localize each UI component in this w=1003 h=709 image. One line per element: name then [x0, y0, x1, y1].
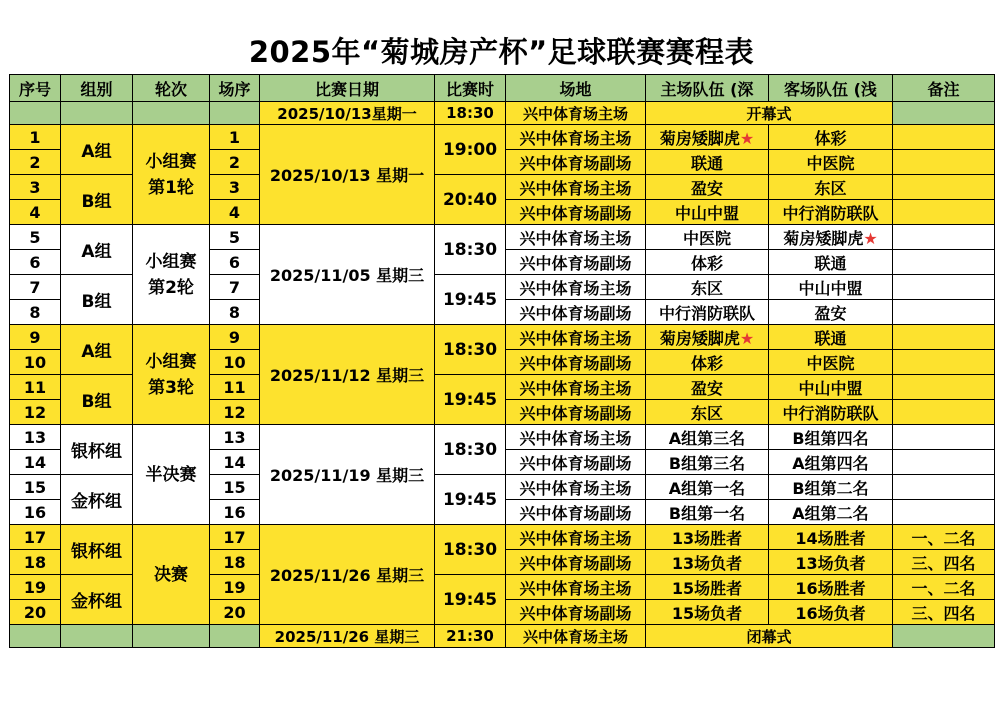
match-sequence: 1 [210, 125, 260, 150]
empty-cell [61, 625, 133, 648]
empty-cell [210, 625, 260, 648]
row-number: 7 [10, 275, 61, 300]
away-team-name: 中山中盟 [798, 278, 863, 298]
note [893, 450, 995, 475]
opening-row [10, 102, 995, 125]
home-team-name: 盈安 [690, 178, 723, 198]
away-team [769, 525, 893, 550]
row-number: 8 [10, 300, 61, 325]
away-team-name: B组第二名 [792, 478, 869, 498]
group-label: B组 [61, 375, 133, 425]
header-row [10, 75, 995, 102]
group-label: 金杯组 [61, 475, 133, 525]
group-label: B组 [61, 275, 133, 325]
venue: 兴中体育场主场 [506, 475, 646, 500]
match-sequence: 13 [210, 425, 260, 450]
venue: 兴中体育场副场 [506, 150, 646, 175]
away-team-name: 16场胜者 [795, 578, 866, 598]
match-sequence: 2 [210, 150, 260, 175]
note [893, 350, 995, 375]
note: 三、四名 [893, 600, 995, 625]
away-team [769, 200, 893, 225]
note [893, 475, 995, 500]
away-team [769, 425, 893, 450]
away-team-name: 中行消防联队 [782, 203, 879, 223]
match-sequence: 17 [210, 525, 260, 550]
note [893, 325, 995, 350]
home-team-name: 东区 [690, 403, 723, 423]
group-label: 金杯组 [61, 575, 133, 625]
group-label: A组 [61, 225, 133, 275]
home-team [646, 450, 769, 475]
match-sequence: 20 [210, 600, 260, 625]
star-icon: ★ [739, 128, 755, 148]
row-number: 11 [10, 375, 61, 400]
empty-cell [61, 102, 133, 125]
match-sequence: 5 [210, 225, 260, 250]
table-row [10, 225, 995, 250]
row-number: 12 [10, 400, 61, 425]
home-team-name: 菊房矮脚虎 [659, 128, 740, 148]
match-time: 20:40 [435, 175, 506, 225]
match-time: 19:45 [435, 475, 506, 525]
group-label: A组 [61, 325, 133, 375]
row-number: 2 [10, 150, 61, 175]
away-team [769, 225, 893, 250]
home-team-name: 盈安 [690, 378, 723, 398]
ceremony-label: 闭幕式 [646, 625, 893, 648]
match-sequence: 6 [210, 250, 260, 275]
table-row [10, 125, 995, 150]
away-team-name: 体彩 [814, 128, 847, 148]
note [893, 250, 995, 275]
home-team [646, 350, 769, 375]
note: 三、四名 [893, 550, 995, 575]
note [893, 425, 995, 450]
match-time: 18:30 [435, 325, 506, 375]
note [893, 200, 995, 225]
row-number: 4 [10, 200, 61, 225]
home-team-name: 13场负者 [671, 553, 743, 573]
away-team-name: 联通 [814, 253, 847, 273]
home-team [646, 500, 769, 525]
away-team [769, 125, 893, 150]
home-team [646, 550, 769, 575]
row-number: 15 [10, 475, 61, 500]
away-team [769, 325, 893, 350]
note [893, 225, 995, 250]
header-cell: 组别 [61, 75, 133, 102]
empty-cell [10, 625, 61, 648]
home-team [646, 150, 769, 175]
star-icon: ★ [863, 228, 878, 248]
match-date: 2025/10/13 星期一 [260, 125, 435, 225]
row-number: 1 [10, 125, 61, 150]
home-team-name: A组第一名 [668, 478, 746, 498]
note: 一、二名 [893, 525, 995, 550]
away-team-name: A组第四名 [792, 453, 869, 473]
row-number: 16 [10, 500, 61, 525]
group-label: 银杯组 [61, 425, 133, 475]
match-sequence: 9 [210, 325, 260, 350]
venue: 兴中体育场副场 [506, 450, 646, 475]
away-team [769, 500, 893, 525]
match-sequence: 7 [210, 275, 260, 300]
header-cell: 场序 [210, 75, 260, 102]
empty-cell [210, 102, 260, 125]
venue: 兴中体育场主场 [506, 225, 646, 250]
match-date: 2025/11/19 星期三 [260, 425, 435, 525]
row-number: 10 [10, 350, 61, 375]
away-team [769, 300, 893, 325]
home-team-name: 13场胜者 [671, 528, 743, 548]
empty-cell [893, 625, 995, 648]
home-team [646, 175, 769, 200]
home-team-name: 中医院 [682, 228, 731, 248]
match-date: 2025/11/26 星期三 [260, 625, 435, 648]
header-cell: 轮次 [133, 75, 210, 102]
away-team-name: A组第二名 [792, 503, 869, 523]
away-team-name: 中医院 [806, 353, 855, 373]
away-team [769, 250, 893, 275]
home-team-name: B组第一名 [668, 503, 746, 523]
home-team [646, 575, 769, 600]
away-team-name: B组第四名 [792, 428, 869, 448]
home-team-name: 联通 [690, 153, 723, 173]
home-team [646, 600, 769, 625]
home-team [646, 400, 769, 425]
away-team-name: 13场负者 [795, 553, 866, 573]
away-team-name: 盈安 [814, 303, 847, 323]
away-team-name: 14场胜者 [795, 528, 866, 548]
home-team-name: B组第三名 [668, 453, 746, 473]
away-team-name: 中行消防联队 [782, 403, 879, 423]
home-team-name: 中山中盟 [674, 203, 739, 223]
empty-cell [133, 625, 210, 648]
note [893, 375, 995, 400]
empty-cell [10, 102, 61, 125]
table-row [10, 525, 995, 550]
venue: 兴中体育场主场 [506, 425, 646, 450]
ceremony-label: 开幕式 [646, 102, 893, 125]
home-team [646, 250, 769, 275]
page-title: 2025年“菊城房产杯”足球联赛赛程表 [248, 35, 755, 69]
away-team [769, 400, 893, 425]
away-team-name: 联通 [814, 328, 847, 348]
note: 一、二名 [893, 575, 995, 600]
home-team-name: A组第三名 [668, 428, 746, 448]
venue: 兴中体育场副场 [506, 550, 646, 575]
note [893, 175, 995, 200]
row-number: 9 [10, 325, 61, 350]
row-number: 5 [10, 225, 61, 250]
venue: 兴中体育场主场 [506, 575, 646, 600]
away-team-name: 中医院 [806, 153, 855, 173]
match-time: 21:30 [435, 625, 506, 648]
venue: 兴中体育场副场 [506, 300, 646, 325]
row-number: 19 [10, 575, 61, 600]
match-time: 19:45 [435, 375, 506, 425]
match-date: 2025/11/05 星期三 [260, 225, 435, 325]
home-team-name: 菊房矮脚虎 [659, 328, 740, 348]
away-team [769, 350, 893, 375]
round-label: 小组赛 第2轮 [133, 225, 210, 325]
header-cell: 主场队伍 (深 [646, 75, 769, 102]
match-time: 18:30 [435, 225, 506, 275]
table-row [10, 325, 995, 350]
note [893, 275, 995, 300]
away-team [769, 150, 893, 175]
away-team-name: 16场负者 [795, 603, 866, 623]
note [893, 500, 995, 525]
away-team [769, 575, 893, 600]
header-cell: 比赛时 [435, 75, 506, 102]
note [893, 125, 995, 150]
venue: 兴中体育场主场 [506, 525, 646, 550]
venue: 兴中体育场副场 [506, 250, 646, 275]
home-team [646, 300, 769, 325]
home-team-name: 东区 [690, 278, 723, 298]
home-team-name: 15场负者 [671, 603, 743, 623]
header-cell: 比赛日期 [260, 75, 435, 102]
away-team-name: 东区 [814, 178, 847, 198]
match-date: 2025/11/26 星期三 [260, 525, 435, 625]
match-sequence: 12 [210, 400, 260, 425]
round-label: 小组赛 第3轮 [133, 325, 210, 425]
row-number: 6 [10, 250, 61, 275]
round-label: 半决赛 [133, 425, 210, 525]
home-team [646, 525, 769, 550]
away-team-name: 中山中盟 [798, 378, 863, 398]
empty-cell [893, 102, 995, 125]
venue: 兴中体育场主场 [506, 375, 646, 400]
home-team-name: 中行消防联队 [658, 303, 755, 323]
header-cell: 备注 [893, 75, 995, 102]
match-sequence: 15 [210, 475, 260, 500]
match-sequence: 14 [210, 450, 260, 475]
header-cell: 序号 [10, 75, 61, 102]
note [893, 400, 995, 425]
row-number: 20 [10, 600, 61, 625]
round-label: 决赛 [133, 525, 210, 625]
venue: 兴中体育场副场 [506, 350, 646, 375]
row-number: 17 [10, 525, 61, 550]
venue: 兴中体育场主场 [506, 625, 646, 648]
home-team-name: 体彩 [690, 353, 723, 373]
match-sequence: 10 [210, 350, 260, 375]
home-team [646, 475, 769, 500]
group-label: B组 [61, 175, 133, 225]
match-sequence: 8 [210, 300, 260, 325]
row-number: 14 [10, 450, 61, 475]
row-number: 13 [10, 425, 61, 450]
row-number: 3 [10, 175, 61, 200]
row-number: 18 [10, 550, 61, 575]
match-date: 2025/11/12 星期三 [260, 325, 435, 425]
away-team [769, 600, 893, 625]
away-team [769, 450, 893, 475]
match-sequence: 18 [210, 550, 260, 575]
match-sequence: 4 [210, 200, 260, 225]
away-team [769, 475, 893, 500]
match-time: 18:30 [435, 102, 506, 125]
venue: 兴中体育场副场 [506, 400, 646, 425]
home-team-name: 15场胜者 [671, 578, 743, 598]
header-cell: 场地 [506, 75, 646, 102]
match-sequence: 3 [210, 175, 260, 200]
home-team-name: 体彩 [690, 253, 723, 273]
away-team [769, 175, 893, 200]
home-team [646, 125, 769, 150]
venue: 兴中体育场副场 [506, 200, 646, 225]
home-team [646, 325, 769, 350]
match-sequence: 11 [210, 375, 260, 400]
venue: 兴中体育场副场 [506, 500, 646, 525]
home-team [646, 275, 769, 300]
match-sequence: 16 [210, 500, 260, 525]
home-team [646, 425, 769, 450]
venue: 兴中体育场主场 [506, 275, 646, 300]
venue: 兴中体育场主场 [506, 175, 646, 200]
match-time: 18:30 [435, 425, 506, 475]
away-team [769, 550, 893, 575]
match-sequence: 19 [210, 575, 260, 600]
group-label: 银杯组 [61, 525, 133, 575]
table-row [10, 425, 995, 450]
venue: 兴中体育场副场 [506, 600, 646, 625]
round-label: 小组赛 第1轮 [133, 125, 210, 225]
away-team-name: 菊房矮脚虎 [783, 228, 864, 248]
home-team [646, 375, 769, 400]
home-team [646, 200, 769, 225]
home-team [646, 225, 769, 250]
schedule-table [9, 74, 995, 648]
star-icon: ★ [739, 328, 755, 348]
note [893, 150, 995, 175]
venue: 兴中体育场主场 [506, 125, 646, 150]
match-time: 19:45 [435, 575, 506, 625]
away-team [769, 375, 893, 400]
empty-cell [133, 102, 210, 125]
header-cell: 客场队伍 (浅 [769, 75, 893, 102]
venue: 兴中体育场主场 [506, 102, 646, 125]
group-label: A组 [61, 125, 133, 175]
away-team [769, 275, 893, 300]
match-date: 2025/10/13星期一 [260, 102, 435, 125]
closing-row [10, 625, 995, 648]
note [893, 300, 995, 325]
match-time: 19:45 [435, 275, 506, 325]
match-time: 18:30 [435, 525, 506, 575]
match-time: 19:00 [435, 125, 506, 175]
venue: 兴中体育场主场 [506, 325, 646, 350]
